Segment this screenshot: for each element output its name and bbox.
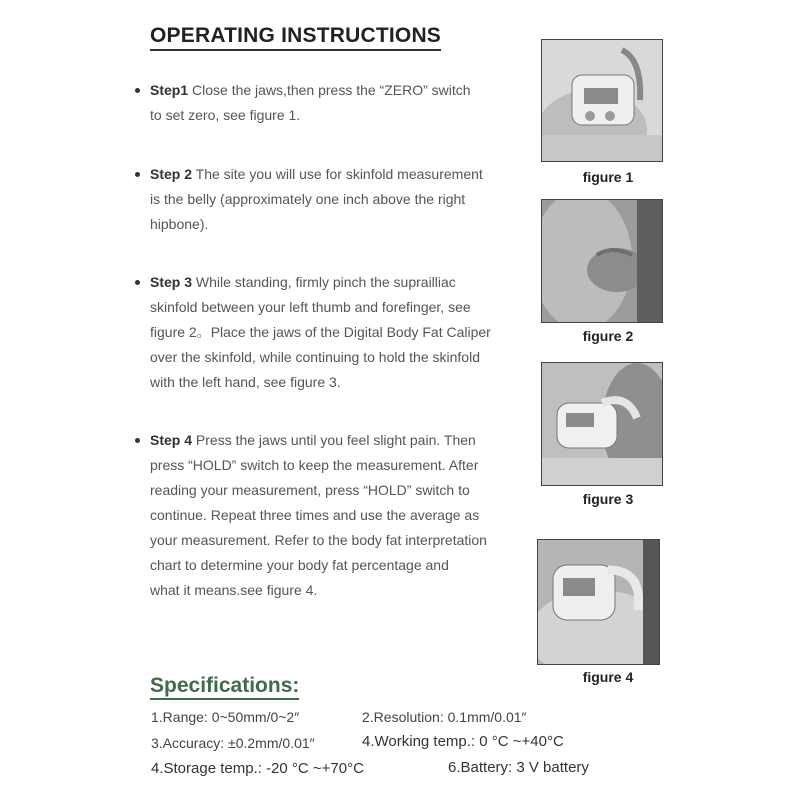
step-1-label: Step1 — [150, 82, 189, 98]
step-2 — [150, 162, 520, 237]
step-4-line-1: Step 4 Press the jaws until you feel slight pain. Then — [150, 432, 476, 448]
bullet — [135, 280, 140, 285]
page-title: OPERATING INSTRUCTIONS — [150, 24, 441, 51]
bullet — [135, 88, 140, 93]
step-4-line-5: your measurement. Refer to the body fat interpretation — [150, 532, 487, 548]
step-4-line-2: press “HOLD” switch to keep the measurement. After — [150, 457, 479, 473]
step-2-line-2: is the belly (approximately one inch above the right — [150, 191, 466, 207]
figure-2-caption: figure 2 — [582, 328, 634, 344]
step-4-line-3: reading your measurement, press “HOLD” switch to — [150, 482, 470, 498]
step-3-line-4: over the skinfold, while continuing to hold the skinfold — [150, 349, 480, 365]
step-2-line-1: Step 2 The site you will use for skinfold measurement — [150, 166, 483, 182]
step-3-label: Step 3 — [150, 274, 193, 290]
step-3 — [150, 270, 520, 395]
spec-working-temp: 4.Working temp.: 0 °C ~+40°C — [362, 733, 564, 750]
step-1 — [150, 78, 520, 128]
figure-3-image — [541, 362, 663, 486]
step-2-label: Step 2 — [150, 166, 193, 182]
spec-range: 1.Range: 0~50mm/0~2″ — [151, 709, 300, 725]
spec-storage-temp: 4.Storage temp.: -20 °C ~+70°C — [151, 760, 364, 777]
step-4 — [150, 428, 520, 603]
step-2-line-3: hipbone). — [150, 216, 209, 232]
step-3-line-3: figure 2。Place the jaws of the Digital Body Fat Caliper — [150, 324, 491, 340]
figure-2-image — [541, 199, 663, 323]
bullet — [135, 172, 140, 177]
specifications-title: Specifications: — [150, 674, 299, 700]
step-4-line-4: continue. Repeat three times and use the average as — [150, 507, 480, 523]
spec-accuracy: 3.Accuracy: ±0.2mm/0.01″ — [151, 735, 315, 751]
step-1-line-1: Step1 Close the jaws,then press the “ZERO” switch — [150, 82, 471, 98]
bullet — [135, 438, 140, 443]
step-4-line-7: what it means.see figure 4. — [150, 582, 318, 598]
spec-battery: 6.Battery: 3 V battery — [448, 759, 589, 776]
figure-4-image — [537, 539, 660, 665]
step-4-line-6: chart to determine your body fat percentage and — [150, 557, 449, 573]
figure-4-caption: figure 4 — [582, 669, 634, 685]
step-4-label: Step 4 — [150, 432, 193, 448]
figure-3-caption: figure 3 — [582, 491, 634, 507]
figure-1-caption: figure 1 — [582, 169, 634, 185]
step-1-line-2: to set zero, see figure 1. — [150, 107, 301, 123]
step-3-line-5: with the left hand, see figure 3. — [150, 374, 341, 390]
step-3-line-2: skinfold between your left thumb and forefinger, see — [150, 299, 471, 315]
figure-1-image — [541, 39, 663, 162]
step-3-line-1: Step 3 While standing, firmly pinch the suprailliac — [150, 274, 456, 290]
spec-resolution: 2.Resolution: 0.1mm/0.01″ — [362, 709, 527, 725]
